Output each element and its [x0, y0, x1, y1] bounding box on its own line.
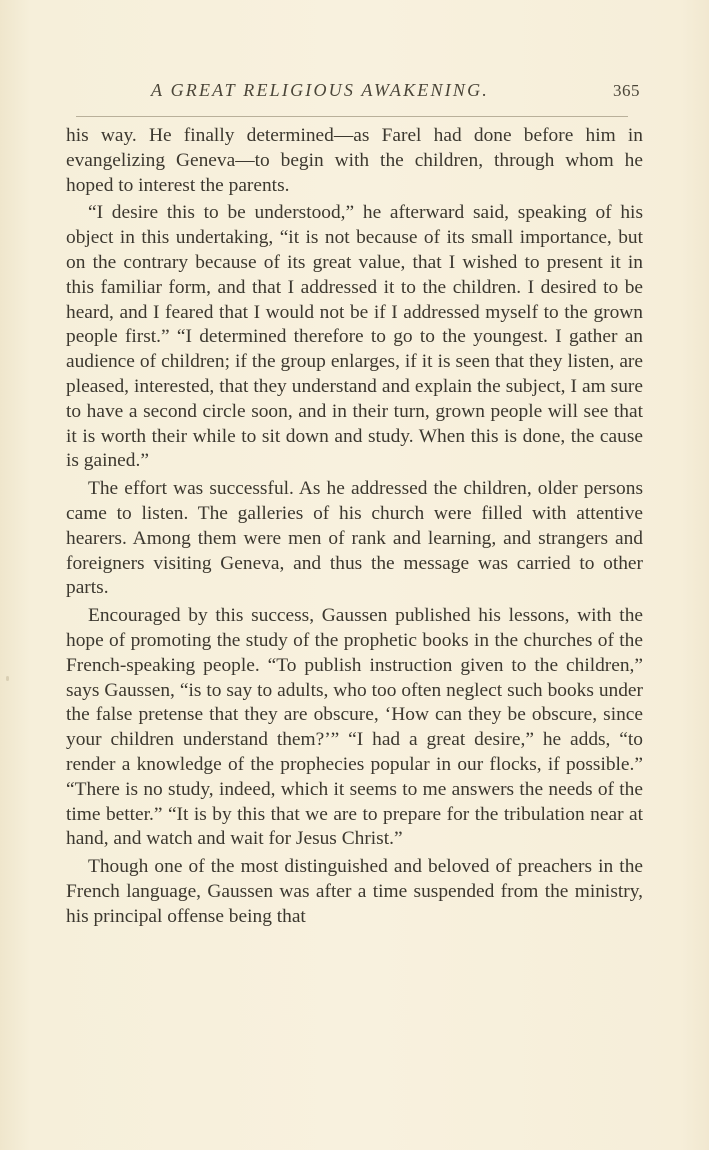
paragraph-continued: his way. He finally determined—as Farel had done before him in evangelizing Geneva—to begin with the children, through whom he hoped to interest the parents.: [66, 125, 643, 196]
running-head: [66, 80, 640, 110]
page-number: 365: [613, 81, 640, 100]
running-title: A GREAT RELIGIOUS AWAKENING.: [151, 80, 489, 100]
paragraph: The effort was successful. As he addressed the children, older persons came to listen. The galleries of his church were filled with attentive hearers. Among them were men of rank and learning, and strangers and foreigners visiting Geneva, and thus the message was carried to other parts.: [66, 478, 643, 599]
paragraph: Encouraged by this success, Gaussen published his lessons, with the hope of promoting the study of the prophetic books in the churches of the French-speaking people. “To publish instruction given to the children,” says Gaussen, “is to say to adults, who too often neglect such books under the false pretense that they are obscure, ‘How can they be obscure, since your children understand them?’” “I had a great desire,” he adds, “to render a knowledge of the prophecies popular in our flocks, if possible.” “There is no study, indeed, which it seems to me answers the needs of the time better.” “It is by this that we are to prepare for the tribulation near at hand, and watch and wait for Jesus Christ.”: [66, 605, 643, 850]
paragraph: “I desire this to be understood,” he afterward said, speaking of his object in this undertaking, “it is not because of its small importance, but on the contrary because of its great value, that I wished to present it in this familiar form, and that I addressed it to the children. I desired to be heard, and I feared that I would not be if I addressed myself to the grown people first.” “I determined therefore to go to the youngest. I gather an audience of children; if the group enlarges, if it is seen that they listen, are pleased, interested, that they understand and explain the subject, I am sure to have a second circle soon, and in their turn, grown people will see that it is worth their while to sit down and study. When this is done, the cause is gained.”: [66, 202, 643, 472]
paper-speck: [6, 676, 9, 681]
body-text: [66, 124, 643, 930]
paragraph: Though one of the most distinguished and beloved of preachers in the French language, Gaussen was after a time suspended from the ministry, his principal offense being that: [66, 856, 643, 927]
header-rule: [76, 116, 628, 117]
